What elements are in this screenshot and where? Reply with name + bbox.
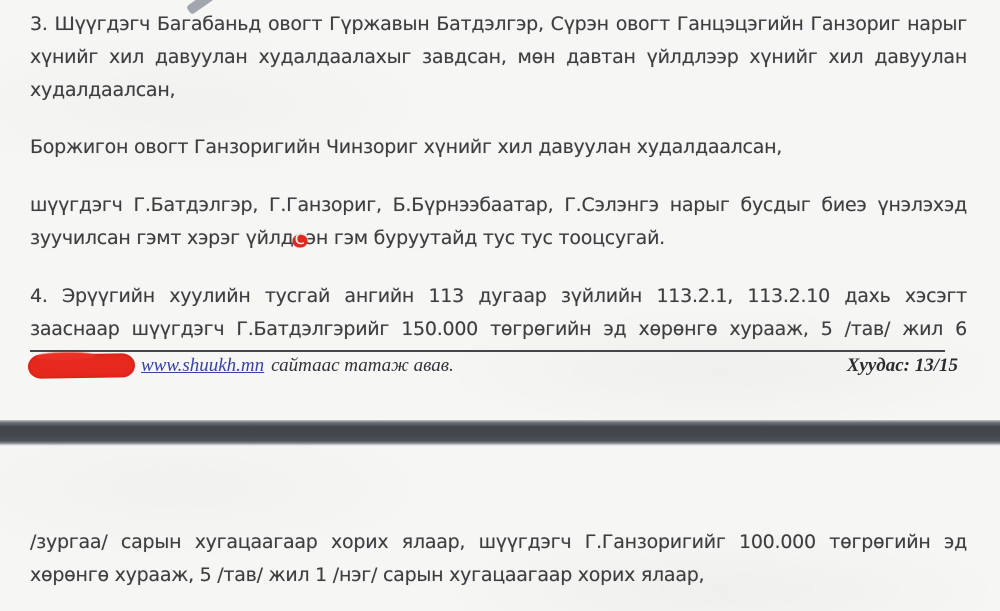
- text-segment: зуучилсан гэмт хэрэг үйлд: [30, 227, 294, 249]
- footer-source-text: сайтаас татаж авав.: [271, 355, 454, 376]
- text-line: /зургаа/ сарын хугацаагаар хорих ялаар, шүүгдэгч Г.Ганзоригийг 100.000 төгрөгийн эд: [30, 531, 967, 553]
- text-line: хүнийг хил давуулан худалдаалахыг завдсан, мөн давтан үйлдлээр хүнийг хил давуулан: [30, 46, 967, 68]
- page-separator: [0, 420, 1000, 446]
- text-line: зааснаар шүүгдэгч Г.Батдэлгэрийг 150.000 төгрөгийн эд хөрөнгө хурааж, 5 /тав/ жил 6: [30, 318, 967, 340]
- document-page-14: [0, 446, 1000, 611]
- text-line: Боржигон овогт Ганзоригийн Чинзориг хүнийг хил давуулан худалдаалсан,: [30, 136, 783, 158]
- paragraph-verdict: [30, 189, 967, 255]
- paragraph-borjigon: [30, 131, 967, 164]
- text-segment: эн гэм буруутайд тус тус тооцсугай.: [305, 227, 665, 249]
- redaction-mark: [28, 353, 135, 378]
- text-line: хөрөнгө хурааж, 5 /тав/ жил 1 /нэг/ сарын хугацаагаар хорих ялаар,: [30, 564, 705, 586]
- red-dot-mark: с: [294, 222, 306, 255]
- footer-page-number: Хуудас: 13/15: [846, 355, 958, 376]
- footer-source-link[interactable]: www.shuukh.mn: [141, 355, 265, 376]
- text-line: 4. Эрүүгийн хуулийн тусгай ангийн 113 дугаар зүйлийн 113.2.1, 113.2.10 дахь хэсэгт: [30, 285, 967, 307]
- text-line: 3. Шүүгдэгч Багабаньд овогт Гүржавын Батдэлгэр, Сүрэн овогт Ганцэцэгийн Ганзориг нарыг: [30, 13, 967, 35]
- footer-source: [141, 352, 454, 380]
- text-line: шүүгдэгч Г.Батдэлгэр, Г.Ганзориг, Б.Бүрнээбаатар, Г.Сэлэнгэ нарыг бусдыг биеэ үнэлэхэд: [30, 194, 967, 216]
- paragraph-3: [30, 8, 967, 107]
- paragraph-sentence: [30, 526, 967, 592]
- paragraph-4: [30, 280, 967, 346]
- text-line: [30, 222, 967, 255]
- text-line: худалдаалсан,: [30, 79, 176, 101]
